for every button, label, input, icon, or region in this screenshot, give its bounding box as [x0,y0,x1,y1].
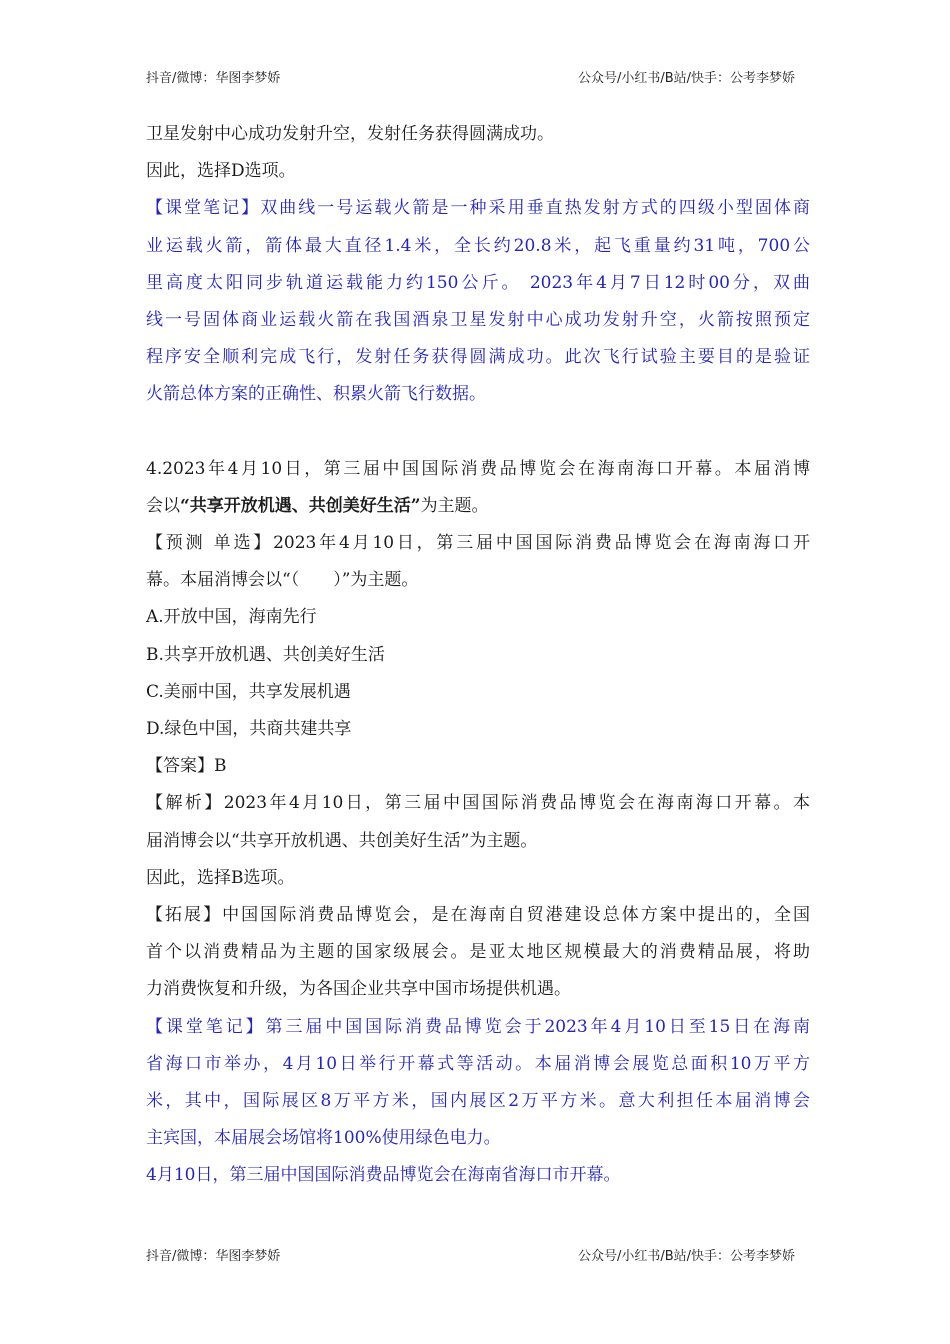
q4-note-line-4: 主宾国，本届展会场馆将100%使用绿色电力。 [146,1128,501,1149]
header-right-text: 公众号/小红书/B站/快手：公考李梦娇 [577,70,795,86]
q4-theme-bold: “共享开放机遇、共创美好生活” [180,495,421,516]
prev-note-line-6: 火箭总体方案的正确性、积累火箭飞行数据。 [146,384,486,405]
footer-right-text: 公众号/小红书/B站/快手：公考李梦娇 [577,1248,795,1264]
prev-note-line-5: 程序安全顺利完成飞行，发射任务获得圆满成功。此次飞行试验主要目的是验证 [146,347,810,368]
q4-option-d: D.绿色中国，共商共建共享 [146,719,352,739]
footer-left-text: 抖音/微博：华图李梦娇 [146,1248,281,1264]
q4-extend-line-1: 【拓展】中国国际消费品博览会，是在海南自贸港建设总体方案中提出的，全国 [146,904,810,925]
header-left-text: 抖音/微博：华图李梦娇 [146,70,281,86]
prev-note-tag: 【课堂笔记】 [146,198,261,219]
prev-note-line-3: 里高度太阳同步轨道运载能力约150公斤。 2023年4月7日12时00分，双曲 [146,272,810,293]
prev-note-line-1: 【课堂笔记】双曲线一号运载火箭是一种采用垂直热发射方式的四级小型固体商 [146,198,810,219]
prev-answer-line: 卫星发射中心成功发射升空，发射任务获得圆满成功。 [146,124,554,144]
prev-note-line-4: 线一号固体商业运载火箭在我国酒泉卫星发射中心成功发射升空，火箭按照预定 [146,309,810,330]
page-header [146,66,795,86]
prev-note-line-2: 业运载火箭，箭体最大直径1.4米，全长约20.8米，起飞重量约31吨，700公 [146,235,810,256]
q4-extend-line-2: 首个以消费精品为主题的国家级展会。是亚太地区规模最大的消费精品展，将助 [146,942,810,963]
q4-option-a: A.开放中国，海南先行 [146,607,317,628]
prev-conclusion: 因此，选择D选项。 [146,161,296,182]
q4-note-line-5: 4月10日，第三届中国国际消费品博览会在海南省海口市开幕。 [146,1165,621,1186]
q4-note-line-2: 省海口市举办，4月10日举行开幕式等活动。本届消博会展览总面积10万平方 [146,1053,810,1074]
page-footer [146,1244,795,1264]
q4-analysis-line-2: 届消博会以“共享开放机遇、共创美好生活”为主题。 [146,830,538,851]
q4-predict-line-1: 【预测 单选】2023年4月10日，第三届中国国际消费品博览会在海南海口开 [146,533,810,554]
question-4 [146,451,810,1195]
q4-option-c: C.美丽中国，共享发展机遇 [146,681,351,702]
q4-conclusion: 因此，选择B选项。 [146,867,295,888]
q4-answer: 【答案】B [146,756,227,777]
q4-option-b: B.共享开放机遇、共创美好生活 [146,644,385,665]
prev-class-note [146,190,810,413]
q4-stem-line-1: 4.2023年4月10日，第三届中国国际消费品博览会在海南海口开幕。本届消博 [146,458,810,479]
q4-class-note [146,1009,810,1195]
q4-note-line-3: 米，其中，国际展区8万平方米，国内展区2万平方米。意大利担任本届消博会 [146,1090,810,1111]
q4-extend-line-3: 力消费恢复和升级，为各国企业共享中国市场提供机遇。 [146,979,571,1000]
q4-analysis-line-1: 【解析】2023年4月10日，第三届中国国际消费品博览会在海南海口开幕。本 [146,793,810,814]
q4-stem-line-2: 会以“共享开放机遇、共创美好生活”为主题。 [146,495,489,516]
q4-note-tag: 【课堂笔记】 [146,1016,266,1037]
q4-predict-line-2: 幕。本届消博会以“（ ）”为主题。 [146,570,419,591]
q4-note-line-1: 【课堂笔记】第三届中国国际消费品博览会于2023年4月10日至15日在海南 [146,1016,810,1037]
document-body [146,116,810,1194]
